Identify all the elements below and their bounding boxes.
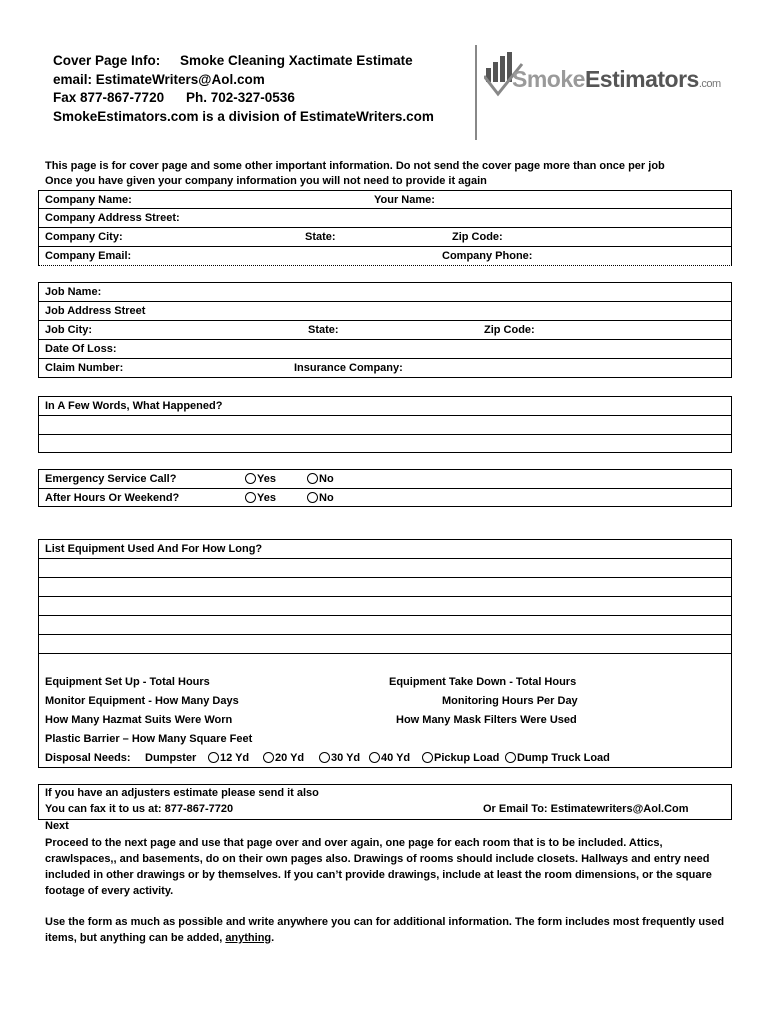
company-street-row (39, 209, 731, 228)
mask-filters-field[interactable]: How Many Mask Filters Were Used (396, 714, 577, 726)
job-name-field[interactable]: Job Name: (45, 286, 102, 298)
monitor-hours-field[interactable]: Monitoring Hours Per Day (442, 695, 578, 707)
next-paragraph-2: Use the form as much as possible and write anywhere you can for additional information. The form includes most frequently used items, but anything can be added, anything. (45, 916, 725, 944)
monitor-days-field[interactable]: Monitor Equipment - How Many Days (45, 695, 239, 707)
equipment-line-5[interactable] (39, 635, 731, 654)
company-section (38, 190, 732, 266)
radio-icon[interactable] (245, 473, 256, 484)
company-logo (484, 48, 724, 103)
header-email: email: EstimateWriters@Aol.com (53, 72, 265, 87)
after-hours-row (39, 489, 731, 508)
company-email-field[interactable]: Company Email: (45, 250, 132, 262)
equipment-label: List Equipment Used And For How Long? (45, 543, 263, 555)
adjusters-email: Or Email To: Estimatewriters@Aol.Com (483, 803, 689, 815)
company-state-field[interactable]: State: (305, 231, 336, 243)
next-paragraph-1: Proceed to the next page and use that page over and over again, one page for each room that is to be included. Attics, crawlspaces,, and basements, do on their own pages also. Drawings of rooms should include closets. Hallways and entry need included in other drawings or by themselves. If you can’t provide drawings, include at least the room dimensions, or the square footage of every activity. (45, 837, 712, 897)
job-name-row (39, 283, 731, 302)
date-of-loss-field[interactable]: Date Of Loss: (45, 343, 117, 355)
claim-row (39, 359, 731, 378)
hazmat-row (39, 711, 731, 730)
option-pickup-load[interactable]: Pickup Load (422, 752, 499, 764)
after-hours-yes-option[interactable]: Yes (245, 492, 276, 504)
job-zip-field[interactable]: Zip Code: (484, 324, 535, 336)
what-happened-label: In A Few Words, What Happened? (45, 400, 223, 412)
logo-com: .com (698, 78, 721, 90)
company-city-row (39, 228, 731, 247)
job-street-field[interactable]: Job Address Street (45, 305, 146, 317)
option-30-yd[interactable]: 30 Yd (319, 752, 360, 764)
radio-icon[interactable] (505, 752, 516, 763)
equipment-line-1[interactable] (39, 559, 731, 578)
header-division: SmokeEstimators.com is a division of EstimateWriters.com (53, 109, 434, 124)
adjusters-fax: You can fax it to us at: 877-867-7720 (45, 803, 234, 815)
company-street-field[interactable]: Company Address Street: (45, 212, 180, 224)
hazmat-suits-field[interactable]: How Many Hazmat Suits Were Worn (45, 714, 233, 726)
company-phone-field[interactable]: Company Phone: (442, 250, 533, 262)
equipment-line-4[interactable] (39, 616, 731, 635)
what-happened-section (38, 396, 732, 453)
company-email-row (39, 247, 731, 266)
after-hours-no-option[interactable]: No (307, 492, 334, 504)
radio-icon[interactable] (263, 752, 274, 763)
company-city-field[interactable]: Company City: (45, 231, 123, 243)
plastic-barrier-field[interactable]: Plastic Barrier – How Many Square Feet (45, 733, 253, 745)
company-name-row (39, 190, 731, 209)
radio-icon[interactable] (369, 752, 380, 763)
anything-text: anything (225, 932, 272, 944)
your-name-field[interactable]: Your Name: (374, 194, 435, 206)
option-20-yd[interactable]: 20 Yd (263, 752, 304, 764)
option-12-yd[interactable]: 12 Yd (208, 752, 249, 764)
what-happened-line-2[interactable] (39, 435, 731, 454)
claim-number-field[interactable]: Claim Number: (45, 362, 124, 374)
adjusters-line: If you have an adjusters estimate please send it also (45, 787, 319, 799)
job-state-field[interactable]: State: (308, 324, 339, 336)
header-divider (475, 45, 477, 140)
emergency-row (39, 470, 731, 489)
equipment-section (38, 539, 732, 768)
option-dump-truck-load[interactable]: Dump Truck Load (505, 752, 610, 764)
setup-hours-field[interactable]: Equipment Set Up - Total Hours (45, 676, 210, 688)
header-phone: Ph. 702-327-0536 (186, 90, 295, 105)
equipment-line-2[interactable] (39, 578, 731, 597)
emergency-section (38, 469, 732, 507)
logo-estimators: Estimators (584, 66, 699, 92)
disposal-row (39, 749, 731, 768)
date-of-loss-row (39, 340, 731, 359)
radio-icon[interactable] (307, 473, 318, 484)
equipment-line-6[interactable] (39, 654, 731, 673)
after-hours-question: After Hours Or Weekend? (45, 492, 180, 504)
what-happened-row (39, 397, 731, 416)
monitor-row (39, 692, 731, 711)
radio-icon[interactable] (208, 752, 219, 763)
emergency-question: Emergency Service Call? (45, 473, 177, 485)
option-40-yd[interactable]: 40 Yd (369, 752, 410, 764)
company-name-field[interactable]: Company Name: (45, 194, 132, 206)
setup-row (39, 673, 731, 692)
what-happened-line-1[interactable] (39, 416, 731, 435)
intro-line-1: This page is for cover page and some other important information. Do not send the cover page more than once per job (45, 160, 665, 172)
disposal-label: Disposal Needs: (45, 752, 131, 764)
takedown-hours-field[interactable]: Equipment Take Down - Total Hours (389, 676, 577, 688)
header-fax: Fax 877-867-7720 (53, 90, 165, 105)
job-city-row (39, 321, 731, 340)
job-section (38, 282, 732, 378)
logo-smoke: Smoke (512, 66, 585, 92)
plastic-row (39, 730, 731, 749)
radio-icon[interactable] (422, 752, 433, 763)
next-heading: Next (45, 820, 69, 832)
equipment-label-row (39, 540, 731, 559)
radio-icon[interactable] (245, 492, 256, 503)
radio-icon[interactable] (319, 752, 330, 763)
dumpster-label: Dumpster (145, 752, 197, 764)
document-title: Smoke Cleaning Xactimate Estimate (180, 53, 413, 68)
equipment-line-3[interactable] (39, 597, 731, 616)
adjusters-section (38, 784, 732, 820)
radio-icon[interactable] (307, 492, 318, 503)
cover-page-label: Cover Page Info: (53, 53, 161, 68)
company-zip-field[interactable]: Zip Code: (452, 231, 503, 243)
job-street-row (39, 302, 731, 321)
emergency-yes-option[interactable]: Yes (245, 473, 276, 485)
emergency-no-option[interactable]: No (307, 473, 334, 485)
insurance-company-field[interactable]: Insurance Company: (294, 362, 403, 374)
intro-line-2: Once you have given your company information you will not need to provide it again (45, 175, 487, 187)
job-city-field[interactable]: Job City: (45, 324, 93, 336)
